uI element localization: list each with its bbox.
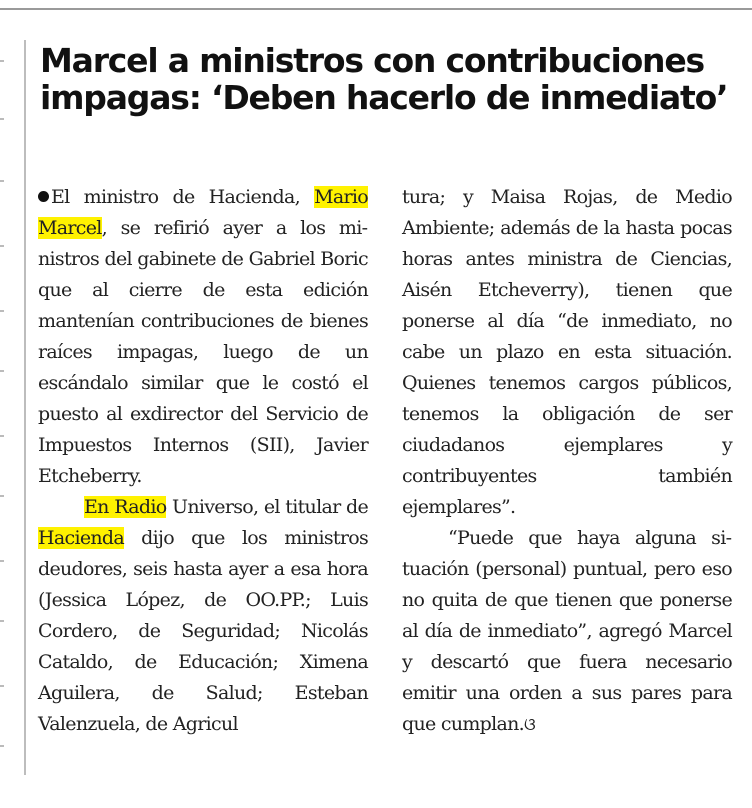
left-page-edge (0, 40, 6, 780)
end-mark-icon: ଓ (524, 715, 536, 735)
paragraph-3: tura; y Maisa Rojas, de Medio Ambiente; además de la hasta pocas horas antes ministra de Ciencias, Aisén Etcheverry), tienen que ponerse al día “de inmediato, no cabe un plazo en esta situación. Quienes tenemos cargos públicos, tenemos la obligación de ser ciudadanos ejemplares y contribuyentes también ejemplares”. (402, 186, 732, 518)
paragraph-1: El ministro de Hacienda, Mario Marcel, se refirió ayer a los ministros del gabinete de Gabriel Boric que al cierre de esta edición mantenían contribuciones de bienes raíces impagas, luego de un escándalo similar que le costó el puesto al exdirector del Servicio de Impuestos Internos (SII), Javier Etcheberry. (38, 186, 368, 487)
headline: Marcel a ministros con contribuciones impagas: ‘Deben hacerlo de inmediato’ (40, 41, 728, 117)
column-rule (24, 40, 26, 775)
highlight-mario-marcel: Mario Marcel (38, 186, 368, 239)
column-2 (402, 182, 732, 741)
highlight-en-radio: En Radio (84, 496, 167, 518)
paragraph-2: En Radio Universo, el titular de Hacienda dijo que los ministros deudores, seis hasta ayer a esa hora (Jessica López, de OO.PP.; Luis Cordero, de Seguridad; Nicolás Cataldo, de Educación; Ximena Aguilera, de Salud; Esteban Valenzuela, de Agricul (38, 496, 368, 735)
highlight-hacienda: Hacienda (38, 527, 124, 549)
top-rule (0, 8, 752, 10)
column-1 (38, 182, 368, 740)
paragraph-4: “Puede que haya alguna situación (personal) puntual, pero eso no quita de que tienen que ponerse al día de inmediato”, agregó Marcel y descartó que fuera necesario emitir una orden a sus pares para que cumplan.ଓ (402, 527, 732, 735)
bullet-icon (38, 191, 49, 202)
